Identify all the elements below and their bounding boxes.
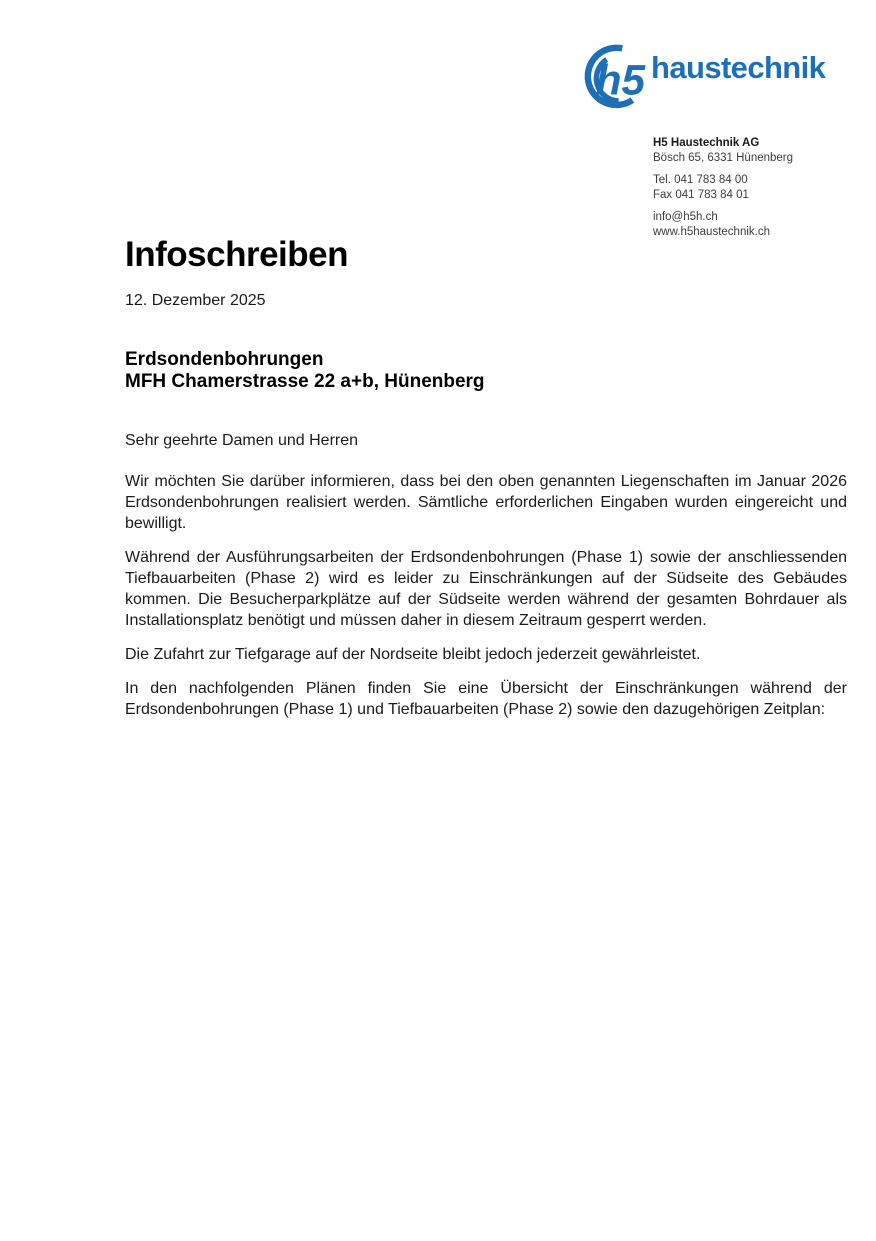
contact-street-city: Bösch 65, 6331 Hünenberg — [653, 151, 794, 164]
letter-date: 12. Dezember 2025 — [125, 292, 266, 309]
paragraph-1: Wir möchten Sie darüber informieren, dass bei den oben genannten Liegenschaften im Januar 2026 Erdsondenbohrungen realisiert werden. Sämtliche erforderlichen Eingaben wurden eingereicht und bewilligt. — [125, 473, 847, 532]
contact-website: www.h5haustechnik.ch — [653, 225, 770, 238]
contact-email: info@h5h.ch — [653, 211, 718, 223]
company-logo — [578, 42, 826, 112]
subject-block — [125, 349, 847, 393]
paragraph-2: Während der Ausführungsarbeiten der Erdsondenbohrungen (Phase 1) sowie der anschliessenden Tiefbauarbeiten (Phase 2) wird es leider zu Einschränkungen auf der Südseite des Gebäudes kommen. Die Besucherparkplätze auf der Südseite werden während der gesamten Bohrdauer als Installationsplatz benötigt und müssen daher in diesem Zeitraum gesperrt werden. — [125, 549, 847, 629]
subject-line-1: Erdsondenbohrungen — [125, 349, 324, 370]
letter-content — [125, 236, 847, 720]
logo-wordmark: haustechnik — [651, 50, 826, 85]
contact-web-group — [653, 210, 793, 239]
h5-logo-icon — [578, 42, 650, 112]
contact-company-name: H5 Haustechnik AG — [653, 137, 760, 149]
company-contact-block — [653, 136, 793, 247]
contact-fax: Fax 041 783 84 01 — [653, 188, 749, 201]
logo-monogram-text: h5 — [595, 56, 646, 104]
page-title: Infoschreiben — [125, 235, 348, 274]
salutation: Sehr geehrte Damen und Herren — [125, 432, 359, 449]
paragraph-3: Die Zufahrt zur Tiefgarage auf der Nordseite bleibt jedoch jederzeit gewährleistet. — [125, 646, 701, 663]
contact-phone-group — [653, 173, 793, 202]
contact-address-group — [653, 136, 793, 165]
paragraph-4: In den nachfolgenden Plänen finden Sie eine Übersicht der Einschränkungen während der Erdsondenbohrungen (Phase 1) und Tiefbauarbeiten (Phase 2) sowie den dazugehörigen Zeitplan: — [125, 680, 847, 718]
contact-tel: Tel. 041 783 84 00 — [653, 174, 748, 186]
letter-body — [125, 471, 847, 720]
subject-line-2: MFH Chamerstrasse 22 a+b, Hünenberg — [125, 371, 485, 392]
